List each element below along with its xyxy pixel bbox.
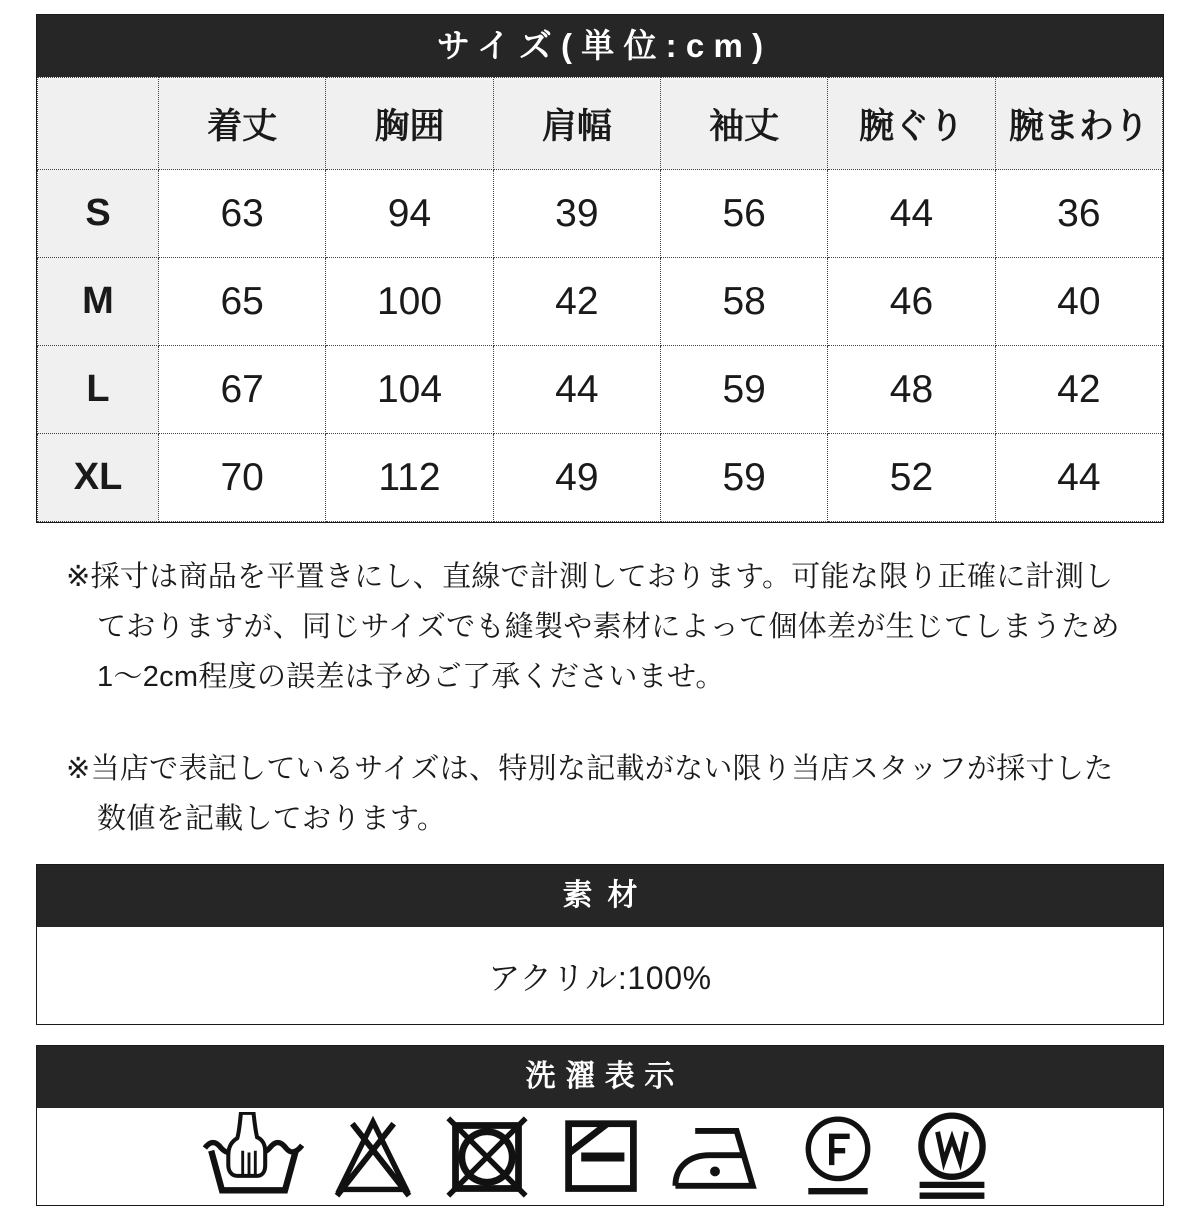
size-table-section	[36, 14, 1164, 523]
laundry-icons-row	[37, 1108, 1163, 1205]
cell-value: 39	[493, 170, 660, 258]
cell-value: 65	[159, 258, 326, 346]
cell-value: 36	[995, 170, 1162, 258]
note-measurement-method: ※採寸は商品を平置きにし、直線で計測しております。可能な限り正確に計測しておりますが、同じサイズでも縫製や素材によって個体差が生じてしまうため1〜2cm程度の誤差は予めご了承くださいませ。	[66, 561, 1120, 693]
table-row-m	[38, 258, 1163, 346]
cell-value: 104	[326, 346, 493, 434]
row-label-l: L	[38, 346, 159, 434]
do-not-bleach-icon	[328, 1112, 418, 1202]
cell-value: 56	[660, 170, 827, 258]
laundry-section-title: 洗濯表示	[37, 1046, 1163, 1108]
table-row-xl	[38, 434, 1163, 522]
size-table-header-row	[38, 78, 1163, 170]
measurement-notes	[66, 553, 1136, 844]
laundry-section	[36, 1045, 1164, 1206]
corner-cell	[38, 78, 159, 170]
iron-low-heat-icon	[670, 1112, 769, 1202]
row-label-m: M	[38, 258, 159, 346]
cell-value: 112	[326, 434, 493, 522]
cell-value: 42	[995, 346, 1162, 434]
cell-value: 100	[326, 258, 493, 346]
size-section-title: サイズ(単位:cm)	[37, 15, 1163, 77]
wet-clean-very-gentle-icon	[907, 1112, 997, 1202]
cell-value: 49	[493, 434, 660, 522]
dry-flat-in-shade-icon	[556, 1112, 646, 1202]
cell-value: 44	[493, 346, 660, 434]
table-row-l	[38, 346, 1163, 434]
material-section	[36, 864, 1164, 1025]
column-header-sleeve: 袖丈	[660, 78, 827, 170]
column-header-arm-circumference: 腕まわり	[995, 78, 1162, 170]
column-header-shoulder: 肩幅	[493, 78, 660, 170]
dry-clean-petroleum-gentle-icon	[793, 1112, 883, 1202]
cell-value: 94	[326, 170, 493, 258]
cell-value: 59	[660, 434, 827, 522]
cell-value: 52	[828, 434, 995, 522]
column-header-armhole: 腕ぐり	[828, 78, 995, 170]
do-not-tumble-dry-icon	[442, 1112, 532, 1202]
row-label-xl: XL	[38, 434, 159, 522]
material-section-title: 素材	[37, 865, 1163, 927]
size-table	[37, 77, 1163, 522]
cell-value: 46	[828, 258, 995, 346]
material-value: アクリル:100%	[37, 927, 1163, 1024]
column-header-chest: 胸囲	[326, 78, 493, 170]
row-label-s: S	[38, 170, 159, 258]
cell-value: 70	[159, 434, 326, 522]
note-staff-measured: ※当店で表記しているサイズは、特別な記載がない限り当店スタッフが採寸した数値を記載しております。	[66, 752, 1114, 835]
cell-value: 44	[995, 434, 1162, 522]
column-header-chaku-take: 着丈	[159, 78, 326, 170]
cell-value: 48	[828, 346, 995, 434]
cell-value: 67	[159, 346, 326, 434]
cell-value: 59	[660, 346, 827, 434]
cell-value: 63	[159, 170, 326, 258]
cell-value: 58	[660, 258, 827, 346]
cell-value: 44	[828, 170, 995, 258]
cell-value: 40	[995, 258, 1162, 346]
hand-wash-icon	[203, 1112, 304, 1202]
table-row-s	[38, 170, 1163, 258]
cell-value: 42	[493, 258, 660, 346]
